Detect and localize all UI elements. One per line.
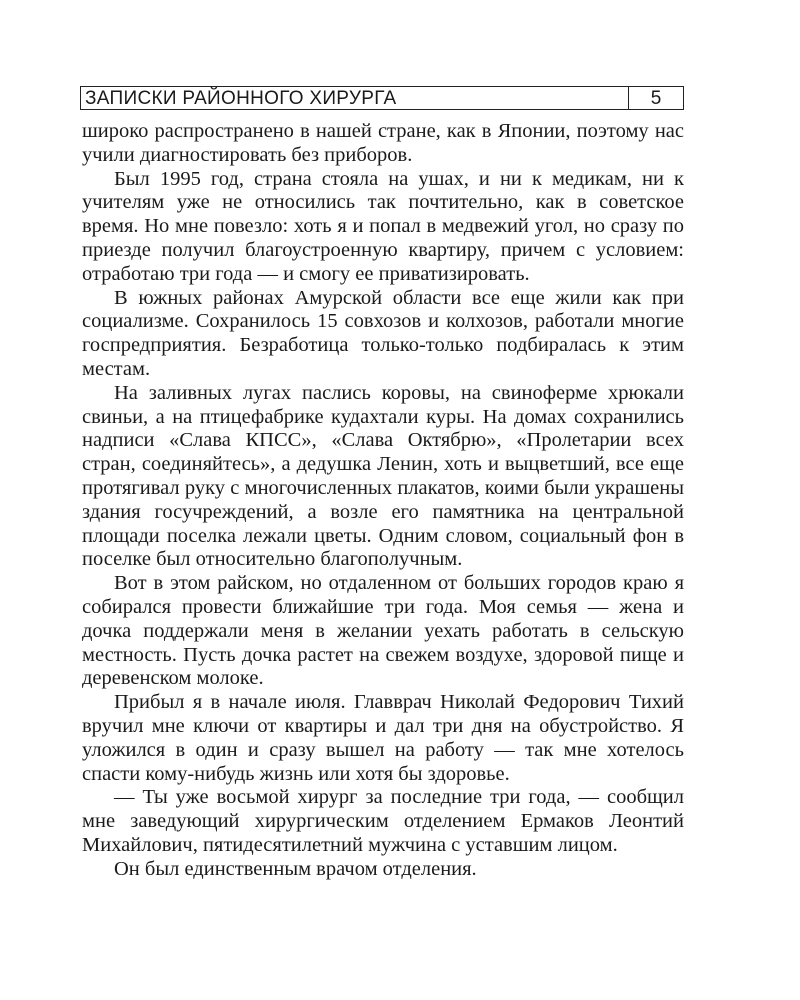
paragraph: Прибыл я в начале июля. Главврач Николай Федорович Тихий вручил мне ключи от квартиры и дал три дня на обустройство. Я уложился в один и сразу вышел на работу — так мне хотелось спасти кому-нибудь жизнь или хотя бы здоровье. <box>82 691 684 785</box>
book-title: ЗАПИСКИ РАЙОННОГО ХИРУРГА <box>85 88 397 109</box>
header-title-frame <box>80 86 629 110</box>
paragraph: На заливных лугах паслись коровы, на свиноферме хрюкали свиньи, а на птицефабрике кудахтали куры. На домах сохранились надписи «Слава КПСС», «Слава Октябрю», «Пролетарии всех стран, соединяйтесь», а дедушка Ленин, хоть и выцветший, все еще протягивал руку с многочисленных плакатов, коими были украшены здания госучреждений, а возле его памятника на центральной площади поселка лежали цветы. Одним словом, социальный фон в поселке был относительно благополучным. <box>82 381 684 571</box>
paragraph: В южных районах Амурской области все еще жили как при социализме. Сохранилось 15 совхозов и колхозов, работали многие госпредприятия. Безработица только-только подбиралась к этим местам. <box>82 286 684 380</box>
paragraph: Он был единственным врачом отделения. <box>114 857 477 880</box>
body-text <box>82 120 684 882</box>
paragraph: Вот в этом райском, но отдаленном от больших городов краю я собирался провести ближайшие три года. Моя семья — жена и дочка поддержали меня в желании уехать работать в сельскую местность. Пусть дочка растет на свежем воздухе, здоровой пище и деревенском молоке. <box>82 572 684 690</box>
paragraph-continuation: широко распространено в нашей стране, как в Японии, поэтому нас учили диагностировать без приборов. <box>82 120 684 166</box>
page-number: 5 <box>650 88 662 109</box>
paragraph: Был 1995 год, страна стояла на ушах, и ни к медикам, ни к учителям уже не относились так почтительно, как в советское время. Но мне повезло: хоть я и попал в медвежий угол, но сразу по приезде получил благоустроенную квартиру, причем с условием: отработаю три года — и смогу ее приватизировать. <box>82 167 684 285</box>
dialogue-paragraph: — Ты уже восьмой хирург за последние три года, — сообщил мне заведующий хирургическим отделением Ермаков Леонтий Михайлович, пятидесятилетний мужчина с уставшим лицом. <box>82 786 684 856</box>
running-header <box>80 86 684 110</box>
page-number-frame <box>628 86 684 110</box>
